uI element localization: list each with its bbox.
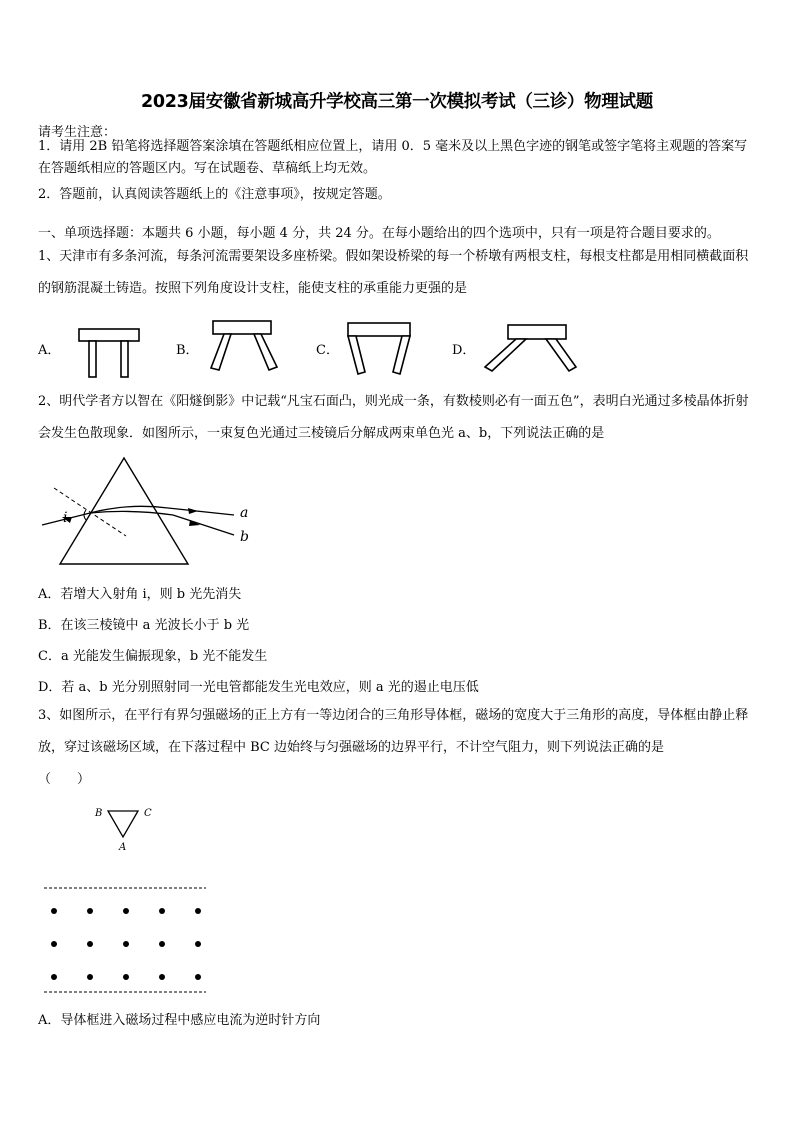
exam-title: 2023届安徽省新城高升学校高三第一次模拟考试（三诊）物理试题	[141, 92, 653, 112]
q3-option-a: A．导体框进入磁场过程中感应电流为逆时针方向	[38, 1013, 321, 1028]
question-3-stem: 3、如图所示，在平行有界匀强磁场的正上方有一等边闭合的三角形导体框，磁场的宽度大于三角形的高度，导体框由静止释放，穿过该磁场区域，在下落过程中 BC 边始终与匀强磁场的边界平行，不计空气阻力，则下列说法正确的是	[38, 708, 749, 755]
q1-option-c-figure	[342, 322, 418, 376]
label-i: i	[63, 510, 68, 526]
prism-figure	[38, 455, 268, 570]
q1-option-b-figure	[205, 320, 281, 372]
magnetic-field-figure	[44, 884, 210, 996]
notice-heading: 请考生注意：	[38, 125, 117, 140]
notice-item-1: 1．请用 2B 铅笔将选择题答案涂填在答题纸相应位置上，请用 0．5 毫米及以上黑色字迹的钢笔或签字笔将主观题的答案写在答题纸相应的答题区内。写在试题卷、草稿纸上均无效。	[38, 139, 748, 176]
q1-option-d-label: D．	[452, 343, 476, 358]
q2-option-d: D．若 a、b 光分别照射同一光电管都能发生光电效应，则 a 光的遏止电压低	[38, 680, 479, 695]
q2-option-c: C．a 光能发生偏振现象，b 光不能发生	[38, 649, 268, 664]
question-2-stem: 2、明代学者方以智在《阳燧倒影》中记载“凡宝石面凸，则光成一条，有数棱则必有一面五色”，表明白光通过多棱晶体折射会发生色散现象．如图所示，一束复色光通过三棱镜后分解成两束单色光 a、b，下列说法正确的是	[38, 394, 749, 441]
q1-option-b-label: B．	[176, 343, 199, 358]
label-C: C	[144, 808, 152, 819]
q1-option-d-figure	[482, 324, 578, 376]
q1-option-c-label: C．	[316, 343, 339, 358]
label-A: A	[119, 842, 127, 853]
question-1-stem: 1、天津市有多条河流，每条河流需要架设多座桥梁。假如架设桥梁的每一个桥墩有两根支柱，每根支柱都是用相同横截面积的钢筋混凝土铸造。按照下列角度设计支柱，能使支柱的承重能力更强的是	[38, 249, 749, 296]
q1-option-a-label: A．	[38, 343, 61, 358]
label-B: B	[95, 808, 103, 819]
section-heading: 一、单项选择题：本题共 6 小题，每小题 4 分，共 24 分。在每小题给出的四个选项中，只有一项是符合题目要求的。	[38, 226, 720, 241]
question-3-paren: （ ）	[38, 772, 91, 787]
label-b: b	[240, 529, 249, 545]
q1-option-a-figure	[78, 328, 142, 380]
triangle-conductor-figure	[92, 803, 162, 853]
notice-item-2: 2．答题前，认真阅读答题纸上的《注意事项》，按规定答题。	[38, 187, 391, 202]
label-a: a	[240, 505, 249, 521]
q2-option-b: B．在该三棱镜中 a 光波长小于 b 光	[38, 618, 250, 633]
q2-option-a: A．若增大入射角 i，则 b 光先消失	[38, 587, 242, 602]
